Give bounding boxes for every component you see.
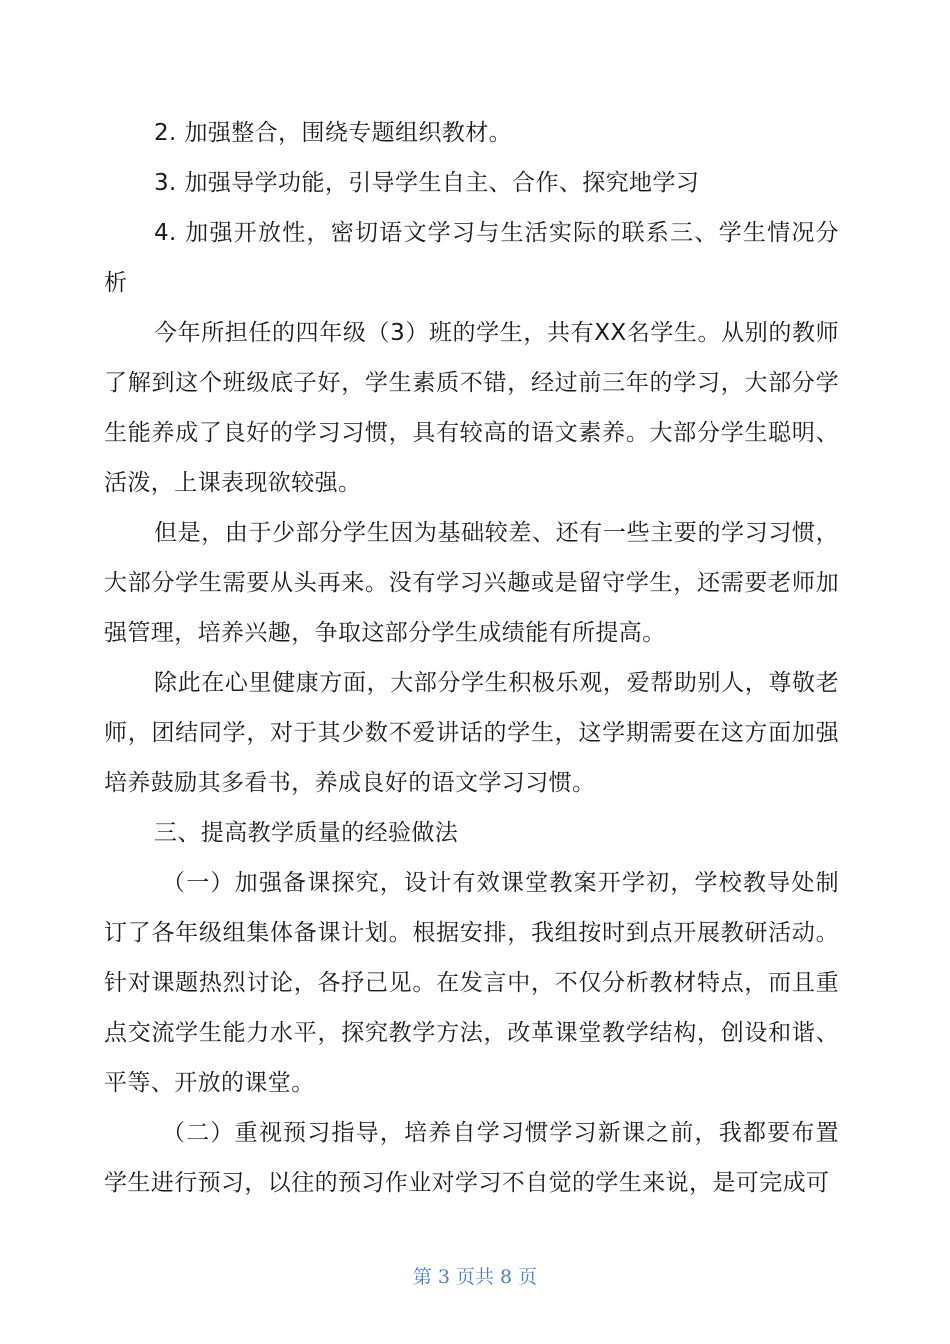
page-number-footer: 第 3 页共 8 页	[412, 1266, 538, 1288]
paragraph-preview-guidance: （二）重视预习指导，培养自学习惯学习新课之前，我都要布置学生进行预习，以往的预习作业对学习不自觉的学生来说，是可完成可	[104, 1120, 839, 1196]
section-heading-teaching-quality: 三、提高教学质量的经验做法	[154, 820, 459, 846]
paragraph-item-3: 3. 加强导学功能，引导学生自主、合作、探究地学习	[154, 170, 700, 196]
paragraph-class-situation: 今年所担任的四年级（3）班的学生，共有XX名学生。从别的教师了解到这个班级底子好，学生素质不错，经过前三年的学习，大部分学生能养成了良好的学习习惯，具有较高的语文素养。大部分学生聪明、活泼，上课表现欲较强。	[104, 320, 839, 496]
document-body	[104, 108, 839, 1208]
paragraph-lesson-preparation: （一）加强备课探究，设计有效课堂教案开学初，学校教导处制订了各年级组集体备课计划。根据安排，我组按时到点开展教研活动。针对课题热烈讨论，各抒己见。在发言中，不仅分析教材特点，而且重点交流学生能力水平，探究教学方法，改革课堂教学结构，创设和谐、平等、开放的课堂。	[104, 870, 839, 1096]
paragraph-item-4: 4. 加强开放性，密切语文学习与生活实际的联系三、学生情况分析	[104, 220, 839, 296]
paragraph-weak-students: 但是，由于少部分学生因为基础较差、还有一些主要的学习习惯，大部分学生需要从头再来。没有学习兴趣或是留守学生，还需要老师加强管理，培养兴趣，争取这部分学生成绩能有所提高。	[104, 520, 839, 646]
paragraph-item-2: 2. 加强整合，围绕专题组织教材。	[154, 120, 513, 146]
paragraph-mental-health: 除此在心里健康方面，大部分学生积极乐观，爱帮助别人，尊敬老师，团结同学，对于其少数不爱讲话的学生，这学期需要在这方面加强培养鼓励其多看书，养成良好的语文学习习惯。	[104, 670, 839, 796]
